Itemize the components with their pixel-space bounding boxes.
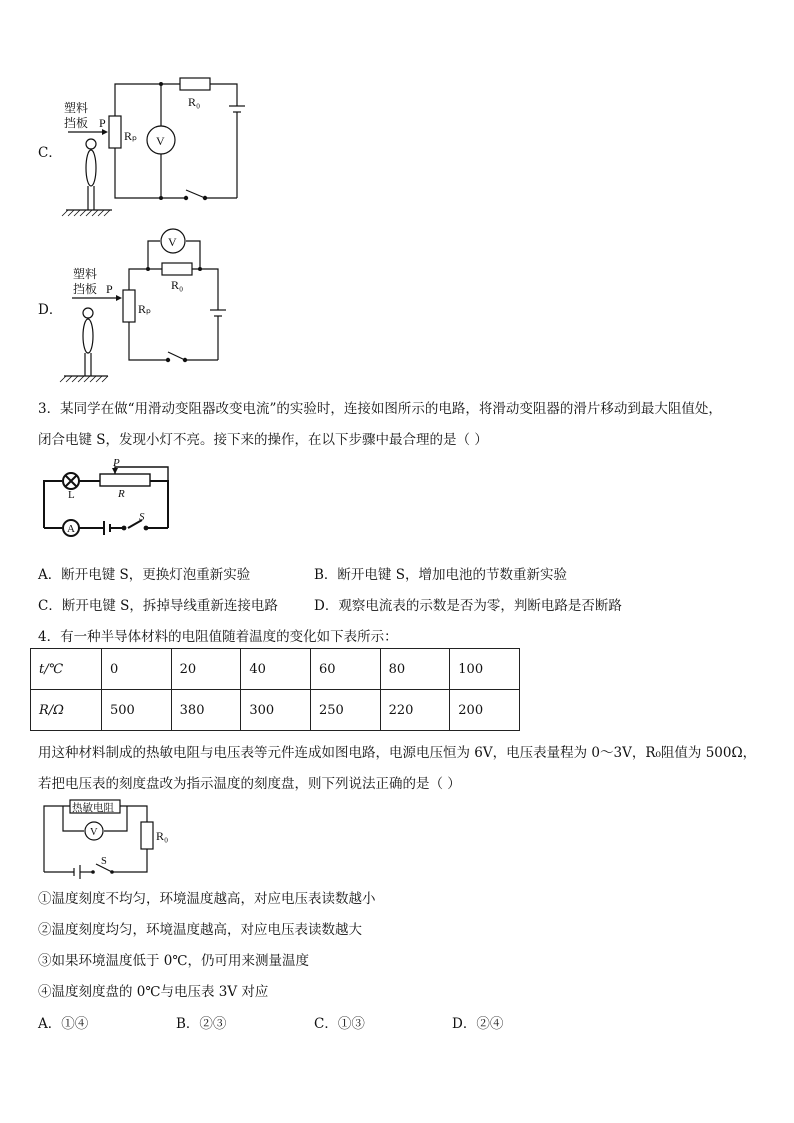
q2c-p-label: P	[99, 116, 106, 130]
q3-stem-line2: 闭合电键 S，发现小灯不亮。接下来的操作，在以下步骤中最合理的是（ ）	[38, 432, 488, 448]
q4-r0-label: R₀	[156, 829, 169, 843]
q4-option-d[interactable]: D．②④	[452, 1016, 504, 1032]
q3-switch-label: S	[139, 511, 145, 523]
q4-desc-line2: 若把电压表的刻度盘改为指示温度的刻度盘，则下列说法正确的是（ ）	[38, 776, 461, 792]
q2d-baffle-label: 挡板	[73, 282, 98, 296]
q2c-plastic-label: 塑料	[64, 101, 89, 115]
q4-switch-label: S	[101, 856, 107, 867]
q4-statement-4: ④温度刻度盘的 0℃与电压表 3V 对应	[38, 984, 269, 1000]
q4-option-b[interactable]: B．②③	[176, 1016, 227, 1032]
q2d-voltmeter-label: V	[168, 235, 177, 249]
q4-resistance-table	[30, 648, 520, 731]
q4-statement-3: ③如果环境温度低于 0℃，仍可用来测量温度	[38, 953, 309, 969]
q2d-rp-label: Rₚ	[138, 302, 152, 316]
table-cell: 500	[102, 690, 172, 731]
table-header-temperature: t/℃	[31, 649, 102, 690]
q2c-rp-label: Rₚ	[124, 129, 138, 143]
table-cell: 40	[241, 649, 311, 690]
q2-option-c-letter[interactable]: C．	[38, 145, 62, 161]
table-row	[31, 690, 520, 731]
table-cell: 60	[310, 649, 380, 690]
table-cell: 220	[380, 690, 450, 731]
q4-option-c[interactable]: C．①③	[314, 1016, 365, 1032]
q3-stem-line1: 3．某同学在做“用滑动变阻器改变电流”的实验时，连接如图所示的电路，将滑动变阻器的滑片移动到最大阻值处，	[38, 401, 722, 417]
q4-option-a[interactable]: A．①④	[38, 1016, 89, 1032]
q2c-r0-label: R₀	[188, 95, 201, 109]
q2-option-d-letter[interactable]: D．	[38, 302, 63, 318]
q2c-baffle-label: 挡板	[64, 116, 89, 130]
table-cell: 200	[450, 690, 520, 731]
q2d-r0-label: R₀	[171, 278, 184, 292]
table-cell: 80	[380, 649, 450, 690]
table-cell: 20	[171, 649, 241, 690]
q3-ammeter-label: A	[67, 523, 75, 535]
q2d-p-label: P	[106, 282, 113, 296]
q3-option-d[interactable]: D．观察电流表的示数是否为零，判断电路是否断路	[314, 598, 622, 614]
table-header-resistance: R/Ω	[31, 690, 102, 731]
table-cell: 0	[102, 649, 172, 690]
q2c-voltmeter-label: V	[156, 134, 165, 148]
q4-desc-line1: 用这种材料制成的热敏电阻与电压表等元件连成如图电路，电源电压恒为 6V，电压表量程为 0～3V，R₀阻值为 500Ω，	[38, 745, 757, 761]
table-cell: 380	[171, 690, 241, 731]
q4-stem: 4．有一种半导体材料的电阻值随着温度的变化如下表所示：	[38, 629, 398, 645]
q3-option-a[interactable]: A．断开电键 S，更换灯泡重新实验	[38, 567, 251, 583]
q3-lamp-label: L	[68, 489, 75, 501]
q3-rheostat-label: R	[118, 488, 125, 500]
table-cell: 250	[310, 690, 380, 731]
q3-option-c[interactable]: C．断开电键 S，拆掉导线重新连接电路	[38, 598, 278, 614]
table-row	[31, 649, 520, 690]
q4-statement-2: ②温度刻度均匀，环境温度越高，对应电压表读数越大	[38, 922, 362, 938]
q3-option-b[interactable]: B．断开电键 S，增加电池的节数重新实验	[314, 567, 567, 583]
q3-slider-label: P	[113, 457, 120, 469]
q4-voltmeter-label: V	[90, 827, 98, 838]
table-cell: 100	[450, 649, 520, 690]
q4-thermistor-label: 热敏电阻	[72, 803, 114, 814]
q4-statement-1: ①温度刻度不均匀，环境温度越高，对应电压表读数越小	[38, 891, 376, 907]
table-cell: 300	[241, 690, 311, 731]
q2d-plastic-label: 塑料	[73, 267, 98, 281]
